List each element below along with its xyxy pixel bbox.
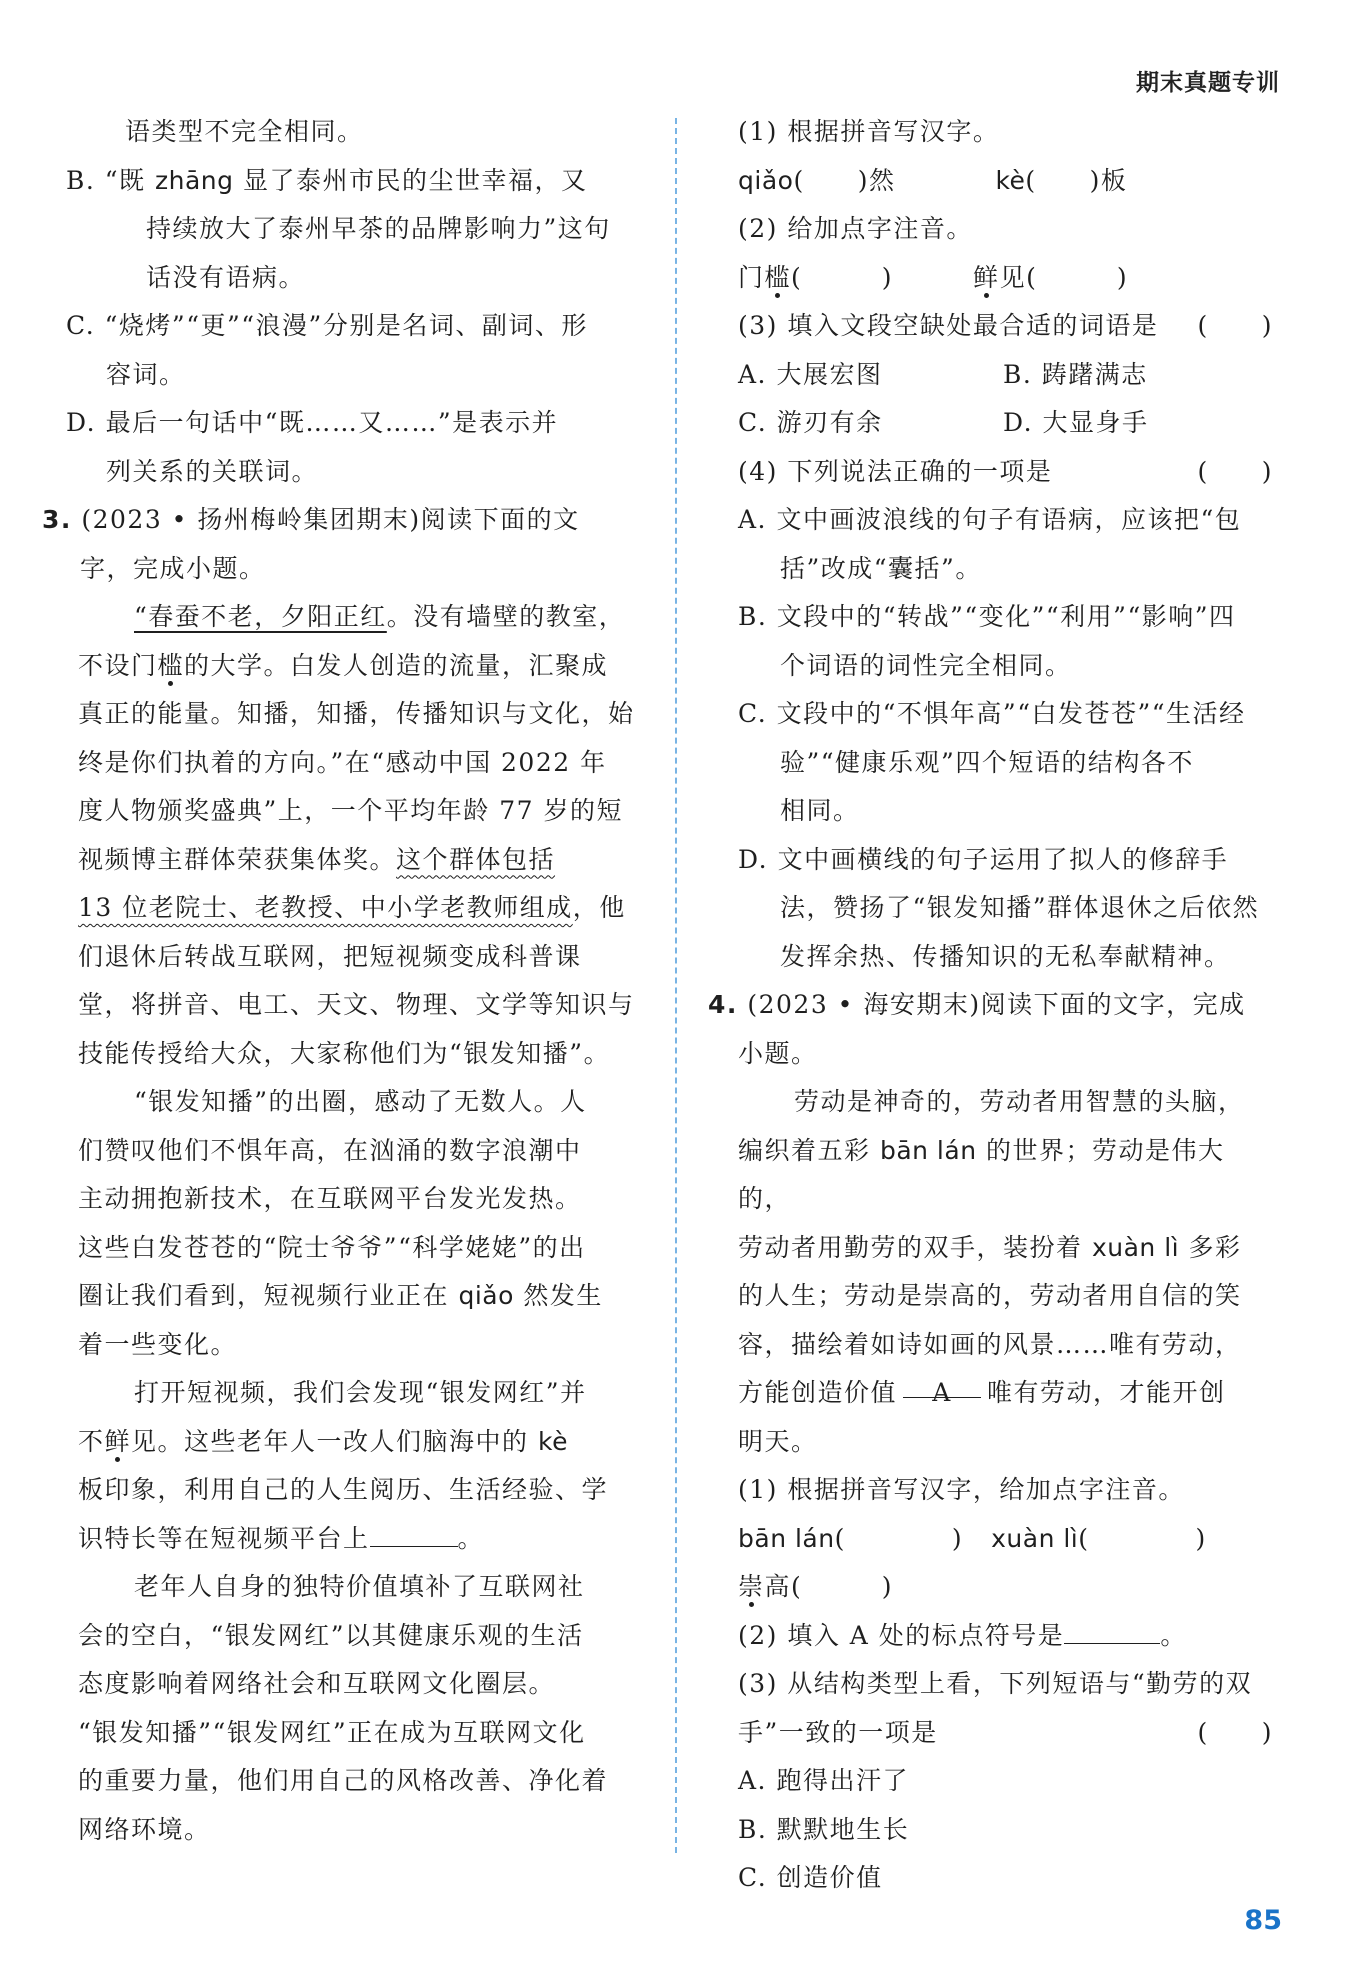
text-line: 真正的能量。知播，知播，传播知识与文化，始 xyxy=(78,699,635,728)
option-label: C. xyxy=(66,311,96,340)
option-label: D. xyxy=(738,844,769,874)
pinyin-text: kè xyxy=(537,1426,568,1456)
answer-blank[interactable] xyxy=(1064,1615,1160,1644)
answer-paren[interactable]: 见( ) xyxy=(999,262,1129,292)
text: 劳动者用勤劳的双手，装扮着 xyxy=(738,1232,1092,1262)
answer-paren[interactable]: ( ) xyxy=(1078,1523,1207,1553)
pinyin-text: qiǎo xyxy=(738,165,794,195)
dotted-char: 鲜 xyxy=(104,1426,132,1456)
text: 视频博主群体荣获集体奖。 xyxy=(78,844,397,874)
text-line: 堂，将拼音、电工、天文、物理、文学等知识与 xyxy=(78,990,635,1019)
pinyin-text: zhāng xyxy=(155,165,234,195)
answer-paren[interactable]: ( ) xyxy=(1197,1717,1273,1747)
text: 的世界；劳动是伟大的， xyxy=(738,1135,1225,1213)
text-line: 相同。 xyxy=(780,796,860,825)
dotted-char: 槛 xyxy=(157,650,185,680)
text: 显了泰州市民的尘世幸福，又 xyxy=(233,165,588,195)
text: 唯有劳动，才能开创 xyxy=(987,1378,1226,1407)
text-line: 们赞叹他们不惧年高，在汹涌的数字浪潮中 xyxy=(78,1135,582,1165)
text-line: 劳动是神奇的，劳动者用智慧的头脑， xyxy=(794,1087,1245,1116)
text: 。 xyxy=(1160,1620,1187,1650)
option-b[interactable]: B. 默默地生长 xyxy=(738,1814,910,1844)
answer-blank-a[interactable]: A xyxy=(903,1369,981,1398)
text: 不 xyxy=(78,1426,105,1456)
dotted-char: 鲜 xyxy=(973,262,1000,292)
annotate-row xyxy=(738,254,1273,303)
text-line: 明天。 xyxy=(738,1426,818,1456)
options-row xyxy=(738,399,1273,448)
question-stem: (2023 • 海安期末)阅读下面的文字，完成 xyxy=(747,990,1246,1019)
text-line: 话没有语病。 xyxy=(146,262,306,292)
sub-question-2: (2) 给加点字注音。 xyxy=(738,214,973,243)
wavy-underlined-sentence: 13 位老院士、老教授、中小学老教师组成 xyxy=(78,893,573,922)
text-line: 括”改成“囊括”。 xyxy=(780,553,982,583)
text: 方能创造价值 xyxy=(738,1378,898,1407)
answer-paren[interactable]: ( )然 xyxy=(793,165,896,195)
text: 圈让我们看到，短视频行业正在 xyxy=(78,1281,459,1310)
pinyin-text: xuàn lì xyxy=(991,1523,1079,1553)
option-c[interactable]: C. 游刃有余 xyxy=(738,408,883,437)
option-label: D. xyxy=(66,408,97,437)
option-d xyxy=(66,399,650,496)
text-line: 度人物颁奖盛典”上，一个平均年龄 77 岁的短 xyxy=(78,796,623,825)
option-b xyxy=(66,157,650,303)
answer-paren[interactable]: ( ) xyxy=(1197,311,1273,340)
sub-question-4 xyxy=(738,448,1273,497)
sub-question-1: (1) 根据拼音写汉字，给加点字注音。 xyxy=(738,1475,1185,1504)
text: (3) 填入文段空缺处最合适的词语是 xyxy=(738,311,1159,340)
answer-paren[interactable]: ( )板 xyxy=(1025,165,1128,195)
left-column xyxy=(42,108,650,1854)
text-line: “银发知播”“银发网红”正在成为互联网文化 xyxy=(78,1717,586,1747)
option-label: A. xyxy=(738,505,768,534)
sub-question-2 xyxy=(738,1612,1273,1661)
text-line: 老年人自身的独特价值填补了互联网社 xyxy=(134,1572,585,1601)
text: 编织着五彩 xyxy=(738,1135,880,1165)
text-line: 这些白发苍苍的“院士爷爷”“科学姥姥”的出 xyxy=(78,1232,586,1262)
question-stem-line: 小题。 xyxy=(738,1038,818,1068)
sub-question-3-line xyxy=(738,1709,1273,1758)
option-a[interactable]: A. 跑得出汗了 xyxy=(738,1766,909,1795)
option-a[interactable]: A. 大展宏图 xyxy=(738,359,883,389)
text: 。 xyxy=(457,1523,485,1553)
answer-paren[interactable]: 高( ) xyxy=(764,1572,894,1601)
question-stem: (2023 • 扬州梅岭集团期末)阅读下面的文 xyxy=(81,505,580,534)
question-3 xyxy=(42,496,650,593)
text-line: 网络环境。 xyxy=(78,1814,211,1844)
question-number: 4. xyxy=(708,990,738,1019)
text: 手”一致的一项是 xyxy=(738,1717,938,1747)
text: 文段中的“不惧年高”“白发苍苍”“生活经 xyxy=(776,699,1246,728)
text-line: 发挥余热、传播知识的无私奉献精神。 xyxy=(780,941,1231,971)
sub-question-3: (3) 从结构类型上看，下列短语与“勤劳的双 xyxy=(738,1669,1253,1698)
option-label: B. xyxy=(738,602,768,631)
text: 的大学。白发人创造的流量，汇聚成 xyxy=(184,650,609,680)
text-line: 终是你们执着的方向。”在“感动中国 2022 年 xyxy=(78,747,607,777)
text-line: 态度影响着网络社会和互联网文化圈层。 xyxy=(78,1669,556,1698)
pinyin-row xyxy=(738,157,1273,206)
option-c xyxy=(66,302,650,399)
text-line: 的人生；劳动是崇高的，劳动者用自信的笑 xyxy=(738,1281,1242,1310)
text: 文段中的“转战”“变化”“利用”“影响”四 xyxy=(776,602,1236,631)
option-d[interactable] xyxy=(738,836,1273,982)
sub-question-1: (1) 根据拼音写汉字。 xyxy=(738,117,1000,146)
text-line: 着一些变化。 xyxy=(78,1329,238,1359)
dotted-char: 崇 xyxy=(738,1572,765,1601)
options-row xyxy=(738,351,1273,400)
text-line: 持续放大了泰州早茶的品牌影响力”这句 xyxy=(146,214,611,243)
text-line: 技能传授给大众，大家称他们为“银发知播”。 xyxy=(78,1038,611,1068)
pinyin-text: kè xyxy=(995,165,1026,195)
text: “既 xyxy=(104,165,156,195)
text: 识特长等在短视频平台上 xyxy=(78,1523,370,1553)
passage xyxy=(738,1078,1273,1466)
text-line: 主动拥抱新技术，在互联网平台发光发热。 xyxy=(78,1184,582,1213)
pinyin-text: bān lán xyxy=(879,1135,977,1165)
answer-paren[interactable]: ( ) xyxy=(834,1523,964,1553)
text-line: 列关系的关联词。 xyxy=(106,456,319,486)
wavy-underlined-sentence: 这个群体包括 xyxy=(396,844,556,874)
text: (2) 填入 A 处的标点符号是 xyxy=(738,1620,1065,1650)
answer-paren[interactable]: ( ) xyxy=(1197,456,1273,486)
page-header-title: 期末真题专训 xyxy=(1136,70,1280,96)
text: ，他 xyxy=(572,893,626,922)
dotted-char: 槛 xyxy=(764,262,792,292)
answer-paren[interactable]: ( ) xyxy=(791,262,894,292)
text: 然发生 xyxy=(513,1281,603,1310)
option-label: B. xyxy=(66,165,96,195)
text-line: 的重要力量，他们用自己的风格改善、净化着 xyxy=(78,1766,609,1795)
sub-question-3 xyxy=(738,302,1273,351)
text: 见。这些老年人一改人们脑海中的 xyxy=(131,1426,538,1456)
text: (4) 下列说法正确的一项是 xyxy=(738,456,1053,486)
option-label: C. xyxy=(738,699,768,728)
text: 。没有墙壁的教室， xyxy=(386,602,626,631)
pinyin-text: bān lán xyxy=(738,1523,835,1553)
question-number: 3. xyxy=(42,505,72,534)
pinyin-text: qiǎo xyxy=(458,1281,514,1310)
text: 文中画波浪线的句子有语病，应该把“包 xyxy=(776,505,1242,534)
option-c[interactable]: C. 创造价值 xyxy=(738,1863,883,1892)
text: 门 xyxy=(738,262,765,292)
text-line: 会的空白，“银发网红”以其健康乐观的生活 xyxy=(78,1620,584,1650)
option-c[interactable] xyxy=(738,690,1273,836)
text-line: 容词。 xyxy=(106,359,186,389)
text: 多彩 xyxy=(1179,1232,1242,1262)
option-d[interactable]: D. 大显身手 xyxy=(1003,408,1149,437)
answer-blank[interactable] xyxy=(370,1518,458,1547)
right-column xyxy=(708,108,1273,1903)
text: 不设门 xyxy=(78,650,158,680)
option-b[interactable] xyxy=(738,593,1273,690)
text: 最后一句话中“既……又……”是表示并 xyxy=(105,408,559,437)
text-line: 个词语的词性完全相同。 xyxy=(780,650,1072,680)
text: 文中画横线的句子运用了拟人的修辞手 xyxy=(777,844,1229,874)
pinyin-text: xuàn lì xyxy=(1091,1232,1180,1262)
underlined-sentence: “春蚕不老，夕阳正红 xyxy=(134,602,387,631)
page-number: 85 xyxy=(1244,1905,1282,1936)
option-a[interactable] xyxy=(738,496,1273,593)
option-tail: 语类型不完全相同。 xyxy=(125,117,364,146)
column-divider xyxy=(675,118,677,1853)
text-line: “银发知播”的出圈，感动了无数人。人 xyxy=(134,1087,587,1116)
text-line: 们退休后转战互联网，把短视频变成科普课 xyxy=(78,941,582,971)
question-4 xyxy=(708,981,1273,1078)
annotate-row xyxy=(738,1563,1273,1612)
question-stem-line: 字，完成小题。 xyxy=(80,553,266,583)
text-line: 打开短视频，我们会发现“银发网红”并 xyxy=(134,1378,587,1407)
pinyin-row xyxy=(738,1515,1273,1564)
text: “烧烤”“更”“浪漫”分别是名词、副词、形 xyxy=(104,311,588,340)
text-line: 板印象，利用自己的人生阅历、生活经验、学 xyxy=(78,1475,609,1504)
text-line: 法，赞扬了“银发知播”群体退休之后依然 xyxy=(780,893,1260,922)
text-line: 容，描绘着如诗如画的风景……唯有劳动， xyxy=(738,1329,1242,1359)
option-b[interactable]: B. 踌躇满志 xyxy=(1003,359,1148,389)
passage xyxy=(78,593,650,1854)
text-line: 验”“健康乐观”四个短语的结构各不 xyxy=(780,747,1194,777)
